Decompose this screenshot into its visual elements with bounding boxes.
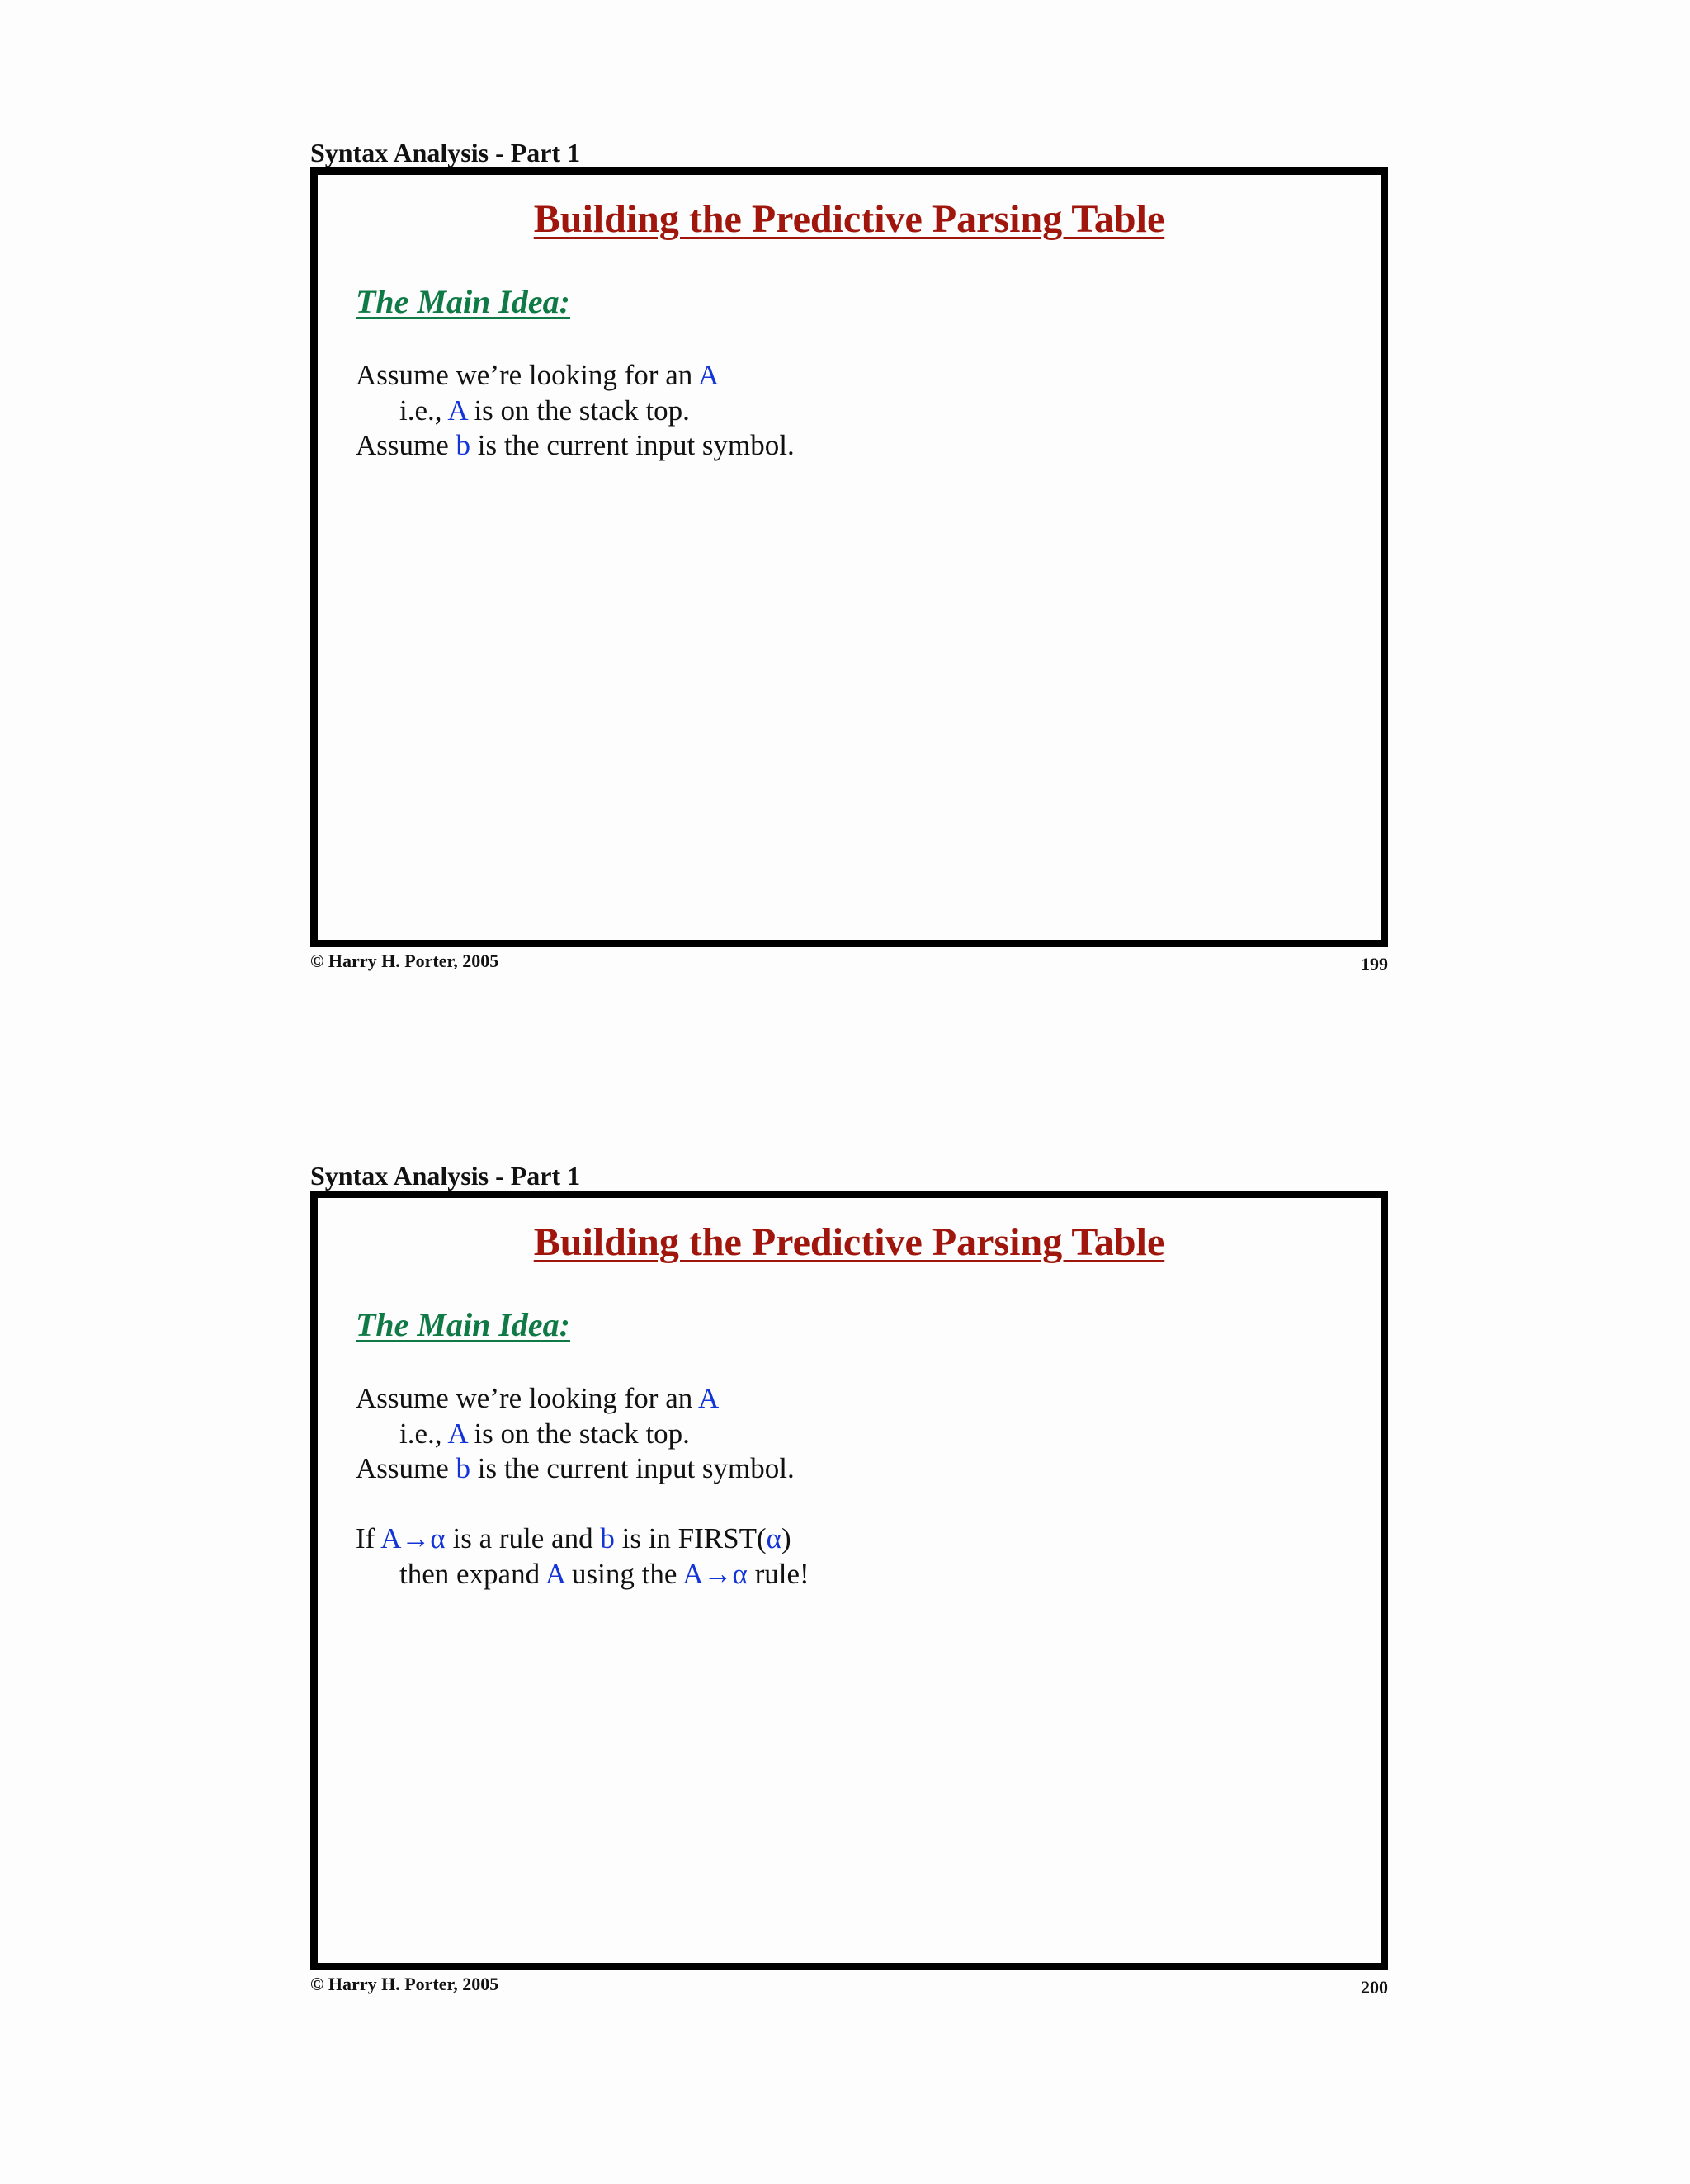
slide-title: Building the Predictive Parsing Table [533, 1220, 1165, 1264]
body-text: Assume we’re looking for an [356, 359, 699, 391]
slide-footer [310, 947, 1388, 980]
body-line [356, 428, 795, 464]
grammar-rule: A→α [380, 1522, 446, 1554]
section-heading: The Main Idea: [356, 1306, 570, 1343]
body-line [356, 1451, 810, 1487]
grammar-rule: A→α [682, 1557, 748, 1590]
slide-200 [310, 1161, 1388, 2003]
body-text: using the [564, 1557, 683, 1590]
grammar-symbol: b [600, 1522, 615, 1554]
page-number: 199 [1361, 954, 1388, 974]
slide-footer [310, 1970, 1388, 2003]
slide-frame [310, 1191, 1388, 1970]
grammar-symbol: α [766, 1522, 781, 1554]
grammar-symbol: A [698, 359, 720, 391]
body-line [356, 394, 795, 429]
copyright-notice: © Harry H. Porter, 2005 [310, 950, 499, 971]
body-text: If [356, 1522, 381, 1554]
body-text: Assume [356, 429, 456, 461]
body-line [356, 1417, 810, 1452]
body-text: is the current input symbol. [470, 429, 795, 461]
body-text: then expand [399, 1557, 545, 1590]
body-text: Assume we’re looking for an [356, 1382, 699, 1414]
grammar-symbol: A [447, 1417, 467, 1450]
section-heading: The Main Idea: [356, 283, 570, 320]
body-line [356, 1381, 810, 1417]
body-text: Assume [356, 1452, 456, 1484]
slide-frame [310, 167, 1388, 947]
grammar-symbol: A [698, 1382, 720, 1414]
body-text: i.e., [399, 1417, 448, 1450]
body-text: i.e., [399, 394, 448, 427]
body-text: is the current input symbol. [470, 1452, 795, 1484]
body-text: ) [781, 1522, 791, 1554]
copyright-notice: © Harry H. Porter, 2005 [310, 1974, 499, 1994]
paragraph-gap [356, 1487, 810, 1522]
slide-header: Syntax Analysis - Part 1 [310, 138, 581, 167]
slide-body [356, 1381, 810, 1592]
body-text: is a rule and [445, 1522, 601, 1554]
body-text: rule! [747, 1557, 810, 1590]
rule-line [356, 1557, 810, 1592]
slide-199 [310, 138, 1388, 980]
body-text: is on the stack top. [466, 1417, 690, 1450]
body-line [356, 358, 795, 394]
body-text: is on the stack top. [466, 394, 690, 427]
grammar-symbol: A [447, 394, 467, 427]
page-number: 200 [1361, 1977, 1388, 1998]
grammar-symbol: b [456, 1452, 471, 1484]
slide-body [356, 358, 795, 464]
grammar-symbol: b [456, 429, 471, 461]
slide-header: Syntax Analysis - Part 1 [310, 1161, 581, 1191]
slide-title: Building the Predictive Parsing Table [533, 197, 1165, 241]
body-text: is in FIRST( [614, 1522, 767, 1554]
grammar-symbol: A [545, 1557, 565, 1590]
rule-line [356, 1521, 810, 1557]
